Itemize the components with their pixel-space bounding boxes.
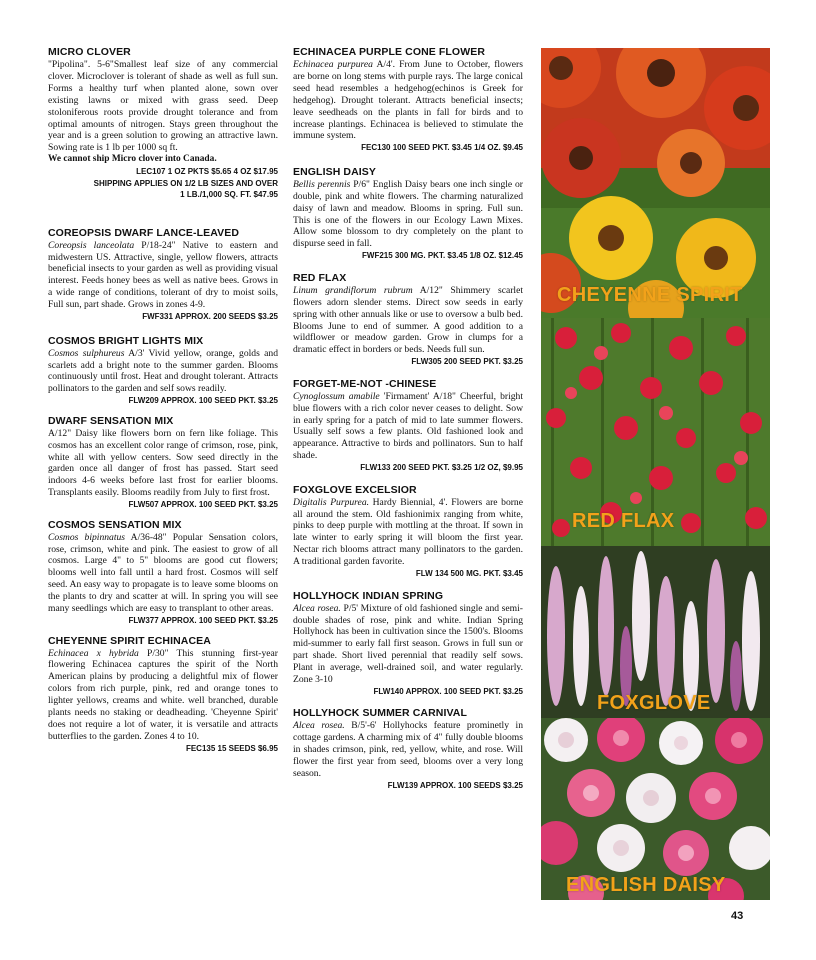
cheyenne-spirit-image xyxy=(541,48,770,318)
description-text: A/36-48" Popular Sensation colors, rose, crimson, white and pink. The easiest to grow of all cosmos. Large 4" to 5" blooms are good cut flowers; blooms well into fall until a hard frost. Cosmos will self seed. An easy way to propagate is to leave some blooms on the plants to dry and scatter at will. In spring you will see many seedlings which are easy to transplant to other areas. xyxy=(48,531,278,615)
entry-description xyxy=(293,391,523,462)
entry-coreopsis-dwarf-lance-leaved xyxy=(48,227,278,323)
photo-strip xyxy=(541,48,770,900)
entry-english-daisy xyxy=(293,166,523,262)
entry-description xyxy=(48,240,278,311)
price-line: FWF331 APPROX. 200 SEEDS $3.25 xyxy=(142,312,278,322)
photo-english-daisy xyxy=(541,718,770,900)
entry-description xyxy=(293,603,523,686)
latin-name: Alcea rosea. xyxy=(293,720,345,732)
price-line: FLW 134 500 MG. PKT. $3.45 xyxy=(415,569,523,579)
entry-title: ECHINACEA PURPLE CONE FLOWER xyxy=(293,46,485,58)
entry-description xyxy=(293,720,523,780)
entry-cosmos-bright-lights-mix xyxy=(48,335,278,407)
price-line: FLW133 200 SEED PKT. $3.25 1/2 OZ, $9.95 xyxy=(360,463,523,473)
entry-description xyxy=(293,59,523,142)
entry-title: HOLLYHOCK SUMMER CARNIVAL xyxy=(293,707,468,720)
description-text: A/4'. From June to October, flowers are borne on long stems with purple rays. The large conical seed head resembles a hedgehog(echinos is Greek for hedgehog). Drought tolerant. Attracts beneficial insects; leave seedheads on the plants in fall for birds and to increase plantings. Echinacea is believed to stimulate the immune system. xyxy=(293,59,523,142)
photo-cheyenne-spirit xyxy=(541,48,770,318)
entry-title: MICRO CLOVER xyxy=(48,46,131,58)
price-line: FLW305 200 SEED PKT. $3.25 xyxy=(411,357,523,367)
entry-description xyxy=(48,648,278,743)
price-line: FLW209 APPROX. 100 SEED PKT. $3.25 xyxy=(128,396,278,406)
price-line: LEC107 1 OZ PKTS $5.65 4 OZ $17.95 xyxy=(136,167,278,177)
latin-name: Cosmos bipinnatus xyxy=(48,531,126,543)
description-text: P/18-24" Native to eastern and midwestern US. Attractive, single, yellow flowers, attracts beneficial insects to your garden as well as providing visual interest. Feeds honey bees as well as native bees. Grows in a wide range of conditions, tolerant of dry to moist soils, Full sun, part shade. Grows in zones 4-9. xyxy=(48,239,279,311)
entry-description xyxy=(293,285,523,356)
latin-name: Cynoglossum amabile xyxy=(293,390,380,402)
price-line: FLW140 APPROX. 100 SEED PKT. $3.25 xyxy=(373,686,523,696)
entry-title: DWARF SENSATION MIX xyxy=(48,414,174,427)
photo-red-flax xyxy=(541,318,770,546)
english-daisy-image xyxy=(541,718,770,900)
latin-name: Echinacea purpurea xyxy=(293,59,373,70)
entry-title: ENGLISH DAISY xyxy=(293,165,376,178)
description-text: B/5'-6' Hollyhocks feature prominetly in cottage gardens. A charming mix of 4" fully double blooms in shades crimson, pink, red, yellow, white, and rose. Will flower the first year from seed, blooms over a very long season. xyxy=(293,720,523,780)
entry-title: COSMOS SENSATION MIX xyxy=(48,518,182,531)
entry-description xyxy=(48,532,278,615)
entry-hollyhock-summer-carnival xyxy=(293,707,523,791)
photo-label-english-daisy: ENGLISH DAISY xyxy=(566,874,726,896)
price-line: FLW377 APPROX. 100 SEED PKT. $3.25 xyxy=(128,616,278,625)
entry-title: HOLLYHOCK INDIAN SPRING xyxy=(293,589,444,602)
entry-description xyxy=(48,428,278,499)
entry-hollyhock-indian-spring xyxy=(293,590,523,698)
entry-micro-clover xyxy=(48,46,278,201)
entry-description xyxy=(48,348,278,396)
description-text: Hardy Biennial, 4'. Flowers are borne all around the stem. Old fashionimix ranging from white, pinks to deep purple with mottling at the throat. If sown in late winter to early spring it will bloom the first year. Nectar rich blooms attract many pollinators to the garden. A traditional garden favorite. xyxy=(293,496,523,568)
latin-name: Linum grandiflorum rubrum xyxy=(293,284,413,296)
entry-description xyxy=(293,179,523,250)
page-number: 43 xyxy=(731,910,744,922)
description-text: A/3' Vivid yellow, orange, golds and scarlets add a bright note to the summer garden. Blooms continuously until frost. Heat and drought tolerant. Attracts pollinators to the garden and self sows readily. xyxy=(48,347,278,395)
entry-dwarf-sensation-mix xyxy=(48,415,278,511)
entry-description xyxy=(293,497,523,568)
latin-name: Bellis perennis xyxy=(293,178,351,190)
description-text: 'Firmament' A/18" Cheerful, bright blue flowers with a rich color never ceases to delight. Sow in early spring for a patch of mid to late summer flowers. Usually self sows a few plants. Old fashioned look and appearance. Attractive to birds and pollinators. Sun to half shade. xyxy=(293,390,523,462)
price-line: FLW139 APPROX. 100 SEEDS $3.25 xyxy=(387,780,523,790)
entry-title: COSMOS BRIGHT LIGHTS MIX xyxy=(48,334,204,347)
entry-cosmos-sensation-mix xyxy=(48,519,278,627)
photo-foxglove xyxy=(541,546,770,718)
photo-label-cheyenne-spirit: CHEYENNE SPIRIT xyxy=(557,284,743,306)
price-line: FLW507 APPROX. 100 SEED PKT. $3.25 xyxy=(128,500,278,510)
description-text: A/12" Shimmery scarlet flowers adorn slender stems. Direct sow seeds in early spring with other annuals like or use to oversow a bulb bed. Blooms June to end of summer. A good addition to a wildflower or meadow garden. Grow in clumps for a dramatic effect in borders or beds. Needs full sun. xyxy=(293,284,523,356)
entry-title: CHEYENNE SPIRIT ECHINACEA xyxy=(48,634,211,647)
price-line: FWF215 300 MG. PKT. $3.45 1/8 OZ. $12.45 xyxy=(362,251,523,261)
entry-title: RED FLAX xyxy=(293,271,347,284)
price-line: 1 LB./1,000 SQ. FT. $47.95 xyxy=(180,190,278,200)
shipping-note: We cannot ship Micro clover into Canada. xyxy=(48,154,217,165)
price-line: FEC135 15 SEEDS $6.95 xyxy=(185,743,278,753)
left-text-column xyxy=(48,46,278,754)
entry-title: COREOPSIS DWARF LANCE-LEAVED xyxy=(48,226,240,239)
entry-title: FORGET-ME-NOT -CHINESE xyxy=(293,377,437,390)
photo-label-foxglove: FOXGLOVE xyxy=(597,692,711,714)
description-text: P/5' Mixture of old fashioned single and semi-double shades of rose, pink and white. Indian Spring Hollyhock has been in cultivation since the 1500's. Blooms mid-summer to early fall first season. Grows in full sun or part shade. Short lived perennial that readily self sows. Plant in average, well-drained soil, and water regularly. Zone 3-10 xyxy=(293,602,523,686)
description-text: P/6" English Daisy bears one inch single or double, pink and white flowers. The charming naturalized daisy of lawn and meadow. Blooms in spring. Full sun. This is one of the flowers in our Ecology Lawn Mixes. Allow some blossom to dry completely on the plant to dispurse seed in fall. xyxy=(293,178,523,250)
latin-name: Digitalis Purpurea. xyxy=(293,496,370,508)
photo-label-red-flax: RED FLAX xyxy=(572,510,675,532)
entry-echinacea-purple-cone-flower xyxy=(293,46,523,154)
latin-name: Echinacea x hybrida xyxy=(48,647,139,659)
entry-foxglove-excelsior xyxy=(293,484,523,580)
description-text: "Pipolina". 5-6"Smallest leaf size of any commercial clover. Microclover is tolerant of shade as well as full sun. Forms a healthy turf when planted alone, sown over existing lawns or mixed with grass seed. Deep stoloniferous roots provide drought tolerance and from optimal amounts of nitrogen. Stays green throughout the year and is a green solution to growing an attractive lawn. Sowing rate is 1 lb per 1000 sq ft. xyxy=(48,59,278,154)
latin-name: Coreopsis lanceolata xyxy=(48,239,135,251)
entry-title: FOXGLOVE EXCELSIOR xyxy=(293,483,417,496)
entry-forget-me-not-chinese xyxy=(293,378,523,474)
entry-description xyxy=(48,59,278,154)
price-line: SHIPPING APPLIES ON 1/2 LB SIZES AND OVER xyxy=(93,178,278,188)
entry-red-flax xyxy=(293,272,523,368)
description-text: A/12" Daisy like flowers born on fern like foliage. This cosmos has an excellent color range of crimson, rose, pink, white all with yellow centers. Sow seed directly in the garden once all danger of frost has passed. Start seed indoors 4-6 weeks before last frost for earlier blooms. Transplants easily. Blooms readily from July to first frost. xyxy=(48,427,278,499)
middle-text-column xyxy=(293,46,523,791)
price-line: FEC130 100 SEED PKT. $3.45 1/4 OZ. $9.45 xyxy=(361,143,523,153)
latin-name: Cosmos sulphureus xyxy=(48,347,125,359)
entry-cheyenne-spirit-echinacea xyxy=(48,635,278,755)
description-text: P/30" This stunning first-year flowering Echinacea captures the spirit of the North American plains by producing a delightful mix of flower colors from rich purple, pink, red and orange tones to lighter yellows, creams and white. well branched, durable plants needs no staking or deadheading. 'Cheyenne Spirit' does not require a lot of water, it is versatile and attracts butterflies to the garden. Zones 4 to 10. xyxy=(48,647,278,742)
latin-name: Alcea rosea. xyxy=(293,602,341,614)
